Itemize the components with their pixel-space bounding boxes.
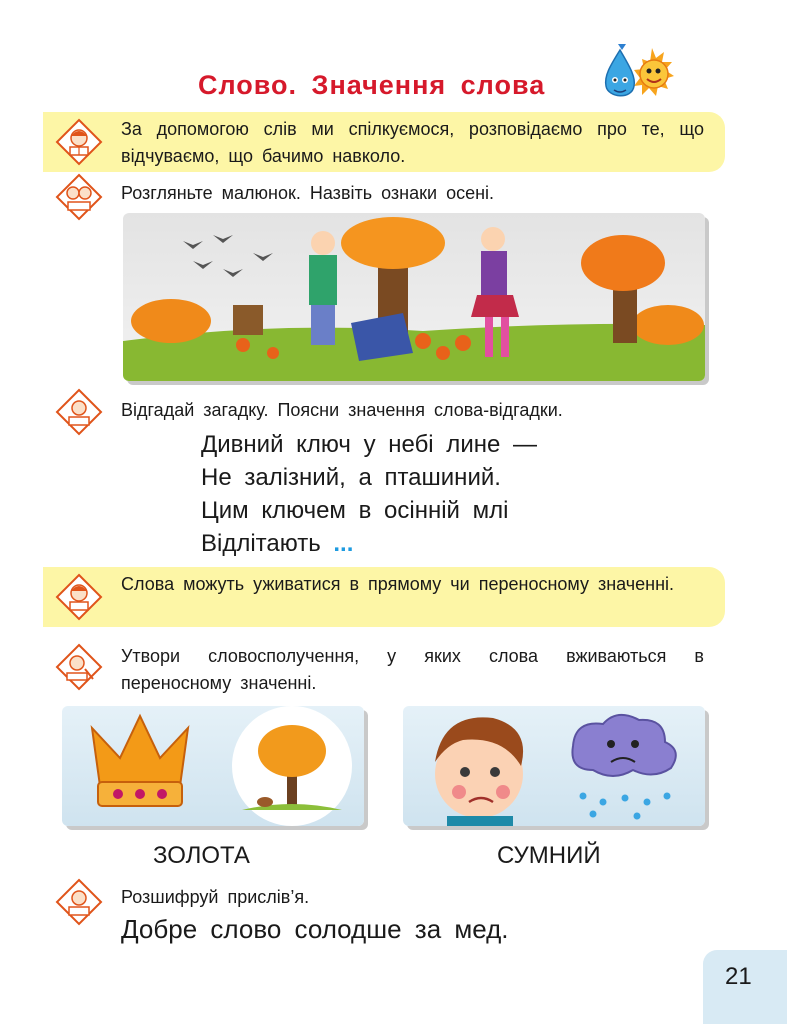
child-with-book-icon	[55, 878, 103, 926]
word-golden: ЗОЛОТА	[153, 842, 250, 869]
riddle-answer-blank: ...	[333, 530, 354, 557]
riddle-line-1: Дивний ключ у небі лине —	[201, 431, 537, 458]
riddle-line-3: Цим ключем в осінній млі	[201, 497, 509, 524]
child-with-book-icon	[55, 173, 103, 221]
crown-and-golden-tree-picture	[62, 706, 364, 826]
reading-child-icon	[55, 573, 103, 621]
reading-child-icon	[55, 118, 103, 166]
child-writing-icon	[55, 643, 103, 691]
rule-2-text: Слова можуть уживатися в прямому чи переносному значенні.	[121, 574, 675, 594]
sad-boy-cloud-panel	[403, 706, 705, 826]
sad-boy-and-rain-cloud-picture	[403, 706, 705, 826]
task-4-text: Розшифруй прислів’я.	[121, 887, 310, 907]
golden-crown-tree-panel	[62, 706, 364, 826]
word-sad: СУМНИЙ	[497, 842, 601, 869]
child-with-book-icon	[55, 388, 103, 436]
task-1-text: Розгляньте малюнок. Назвіть ознаки осені.	[121, 183, 495, 203]
page-title: Слово. Значення слова	[198, 70, 546, 100]
riddle-line-4-text: Відлітають	[201, 530, 321, 557]
riddle-line-2: Не залізний, а пташиний.	[201, 464, 501, 491]
autumn-scene-picture	[123, 213, 705, 381]
mascot-drop-sun-icon	[598, 42, 678, 110]
proverb-text: Добре слово солодше за мед.	[121, 914, 509, 944]
task-2-text: Відгадай загадку. Поясни значення слова-відгадки.	[121, 400, 563, 420]
task-3-text: Утвори словосполучення, у яких слова вживаються в переносному значенні.	[121, 646, 704, 693]
rule-1-text: За допомогою слів ми спілкуємося, розповідаємо про те, що відчуваємо, що бачимо навколо.	[121, 119, 704, 166]
riddle-line-4	[201, 527, 353, 560]
page-number: 21	[725, 963, 752, 990]
autumn-illustration	[123, 213, 705, 381]
